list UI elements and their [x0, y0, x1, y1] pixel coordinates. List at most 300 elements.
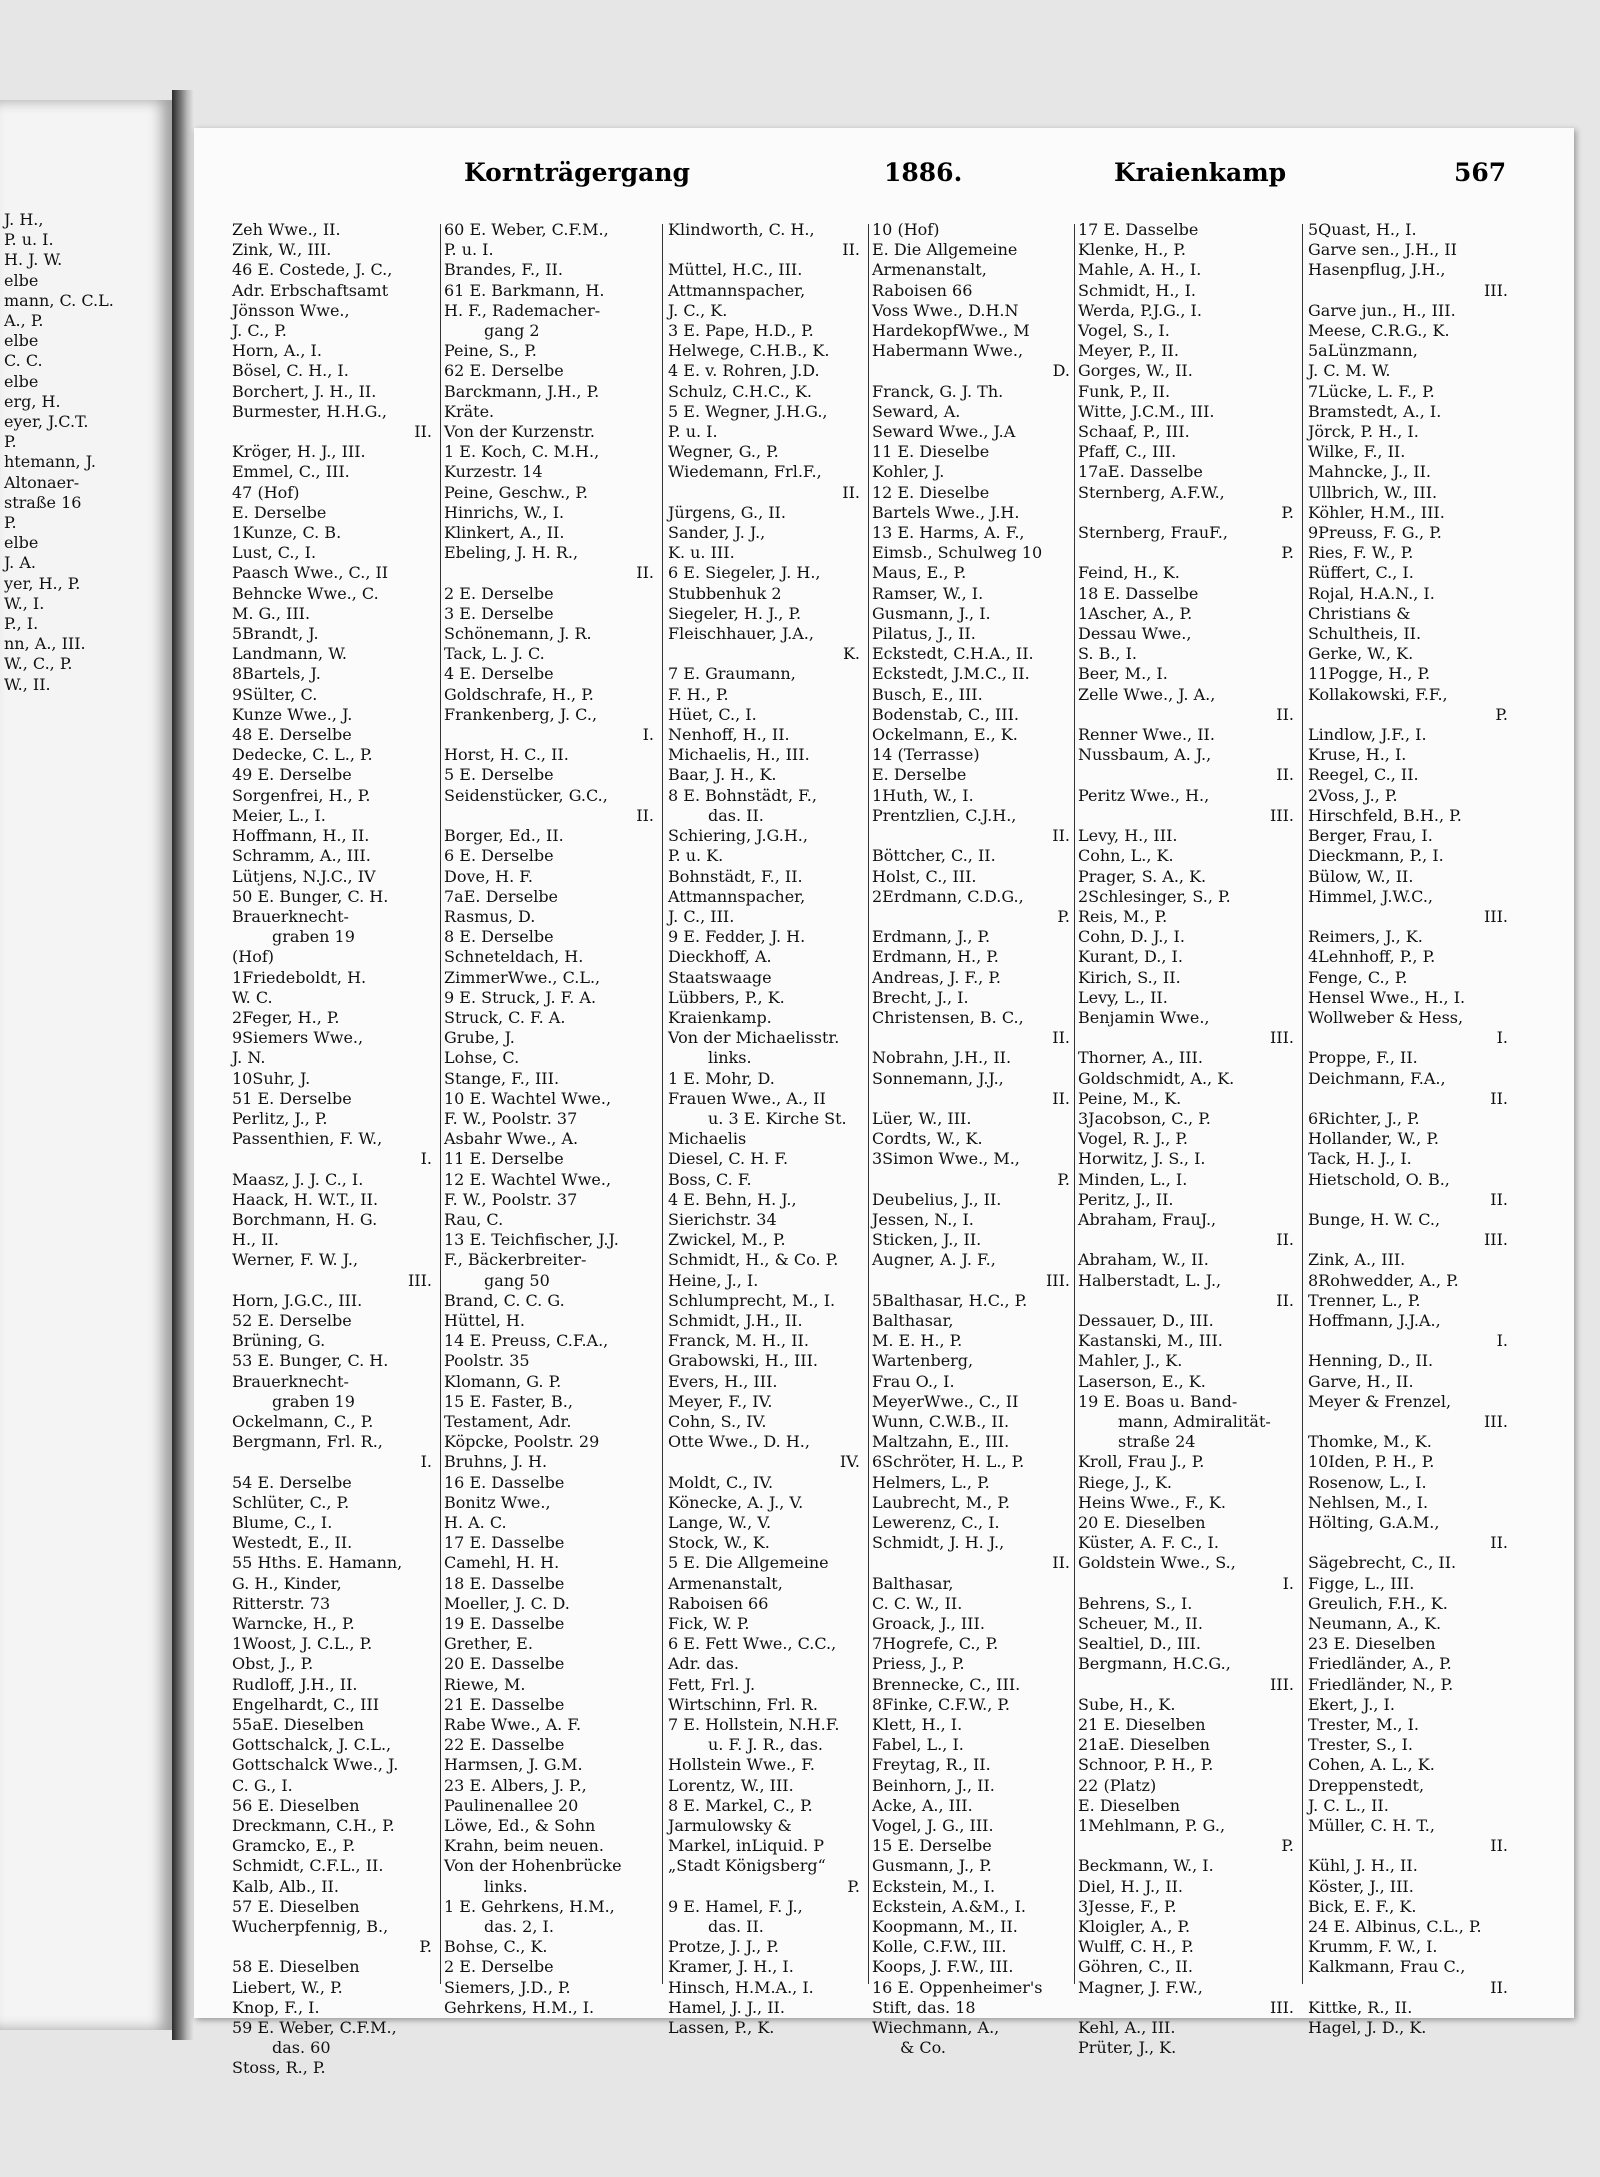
directory-entry-line: Perlitz, J., P. [232, 1108, 328, 1128]
directory-entry-line: Schlüter, C., P. [232, 1492, 350, 1512]
directory-entry-line: 60 E. Weber, C.F.M., [444, 220, 609, 239]
directory-entry-line: Kruse, H., I. [1308, 745, 1407, 765]
directory-entry-line: & Co. [900, 2038, 947, 2058]
directory-entry-line: 1Ascher, A., P. [1078, 603, 1193, 623]
directory-entry-line: Nehlsen, M., I. [1308, 1492, 1429, 1512]
directory-entry-line: Armenanstalt, [668, 1573, 783, 1593]
directory-entry-line: das. II. [708, 805, 764, 825]
directory-entry-line: Franck, G. J. Th. [872, 381, 1004, 401]
directory-entry-line: 19 E. Boas u. Band- [1078, 1391, 1238, 1411]
directory-entry-line: Helmers, L., P. [872, 1472, 990, 1492]
directory-entry-line: Busch, E., III. [872, 684, 983, 704]
directory-entry-line: Von der Kurzenstr. [444, 422, 595, 442]
directory-entry-line: Mahler, J., K. [1078, 1351, 1183, 1371]
directory-entry-line: Dieckhoff, A. [668, 947, 772, 967]
directory-entry-line: Cohn, D. J., I. [1078, 927, 1185, 947]
directory-entry-line: 58 E. Dieselben [232, 1957, 360, 1977]
directory-entry-line: Jessen, N., I. [872, 1209, 974, 1229]
directory-entry-line: Hagel, J. D., K. [1308, 2018, 1427, 2038]
directory-entry-line: I. [1496, 1028, 1508, 1048]
directory-entry-line: Sorgenfrei, H., P. [232, 785, 371, 805]
directory-entry-line: Otte Wwe., D. H., [668, 1432, 810, 1452]
directory-entry-line: links. [708, 1048, 752, 1068]
directory-entry-line: Frauen Wwe., A., II [668, 1088, 826, 1108]
directory-entry-line: Witte, J.C.M., III. [1078, 401, 1215, 421]
directory-entry-line: Schmidt, J. H. J., [872, 1533, 1005, 1553]
directory-entry-line: Garve jun., H., III. [1308, 300, 1456, 320]
directory-entry-line: Diel, H. J., II. [1078, 1876, 1183, 1896]
directory-entry-line: Cohen, A. L., K. [1308, 1755, 1435, 1775]
directory-entry-line: Stift, das. 18 [872, 1997, 976, 2017]
directory-entry-line: 1Kunze, C. B. [232, 523, 342, 543]
directory-entry-line: Göhren, C., II. [1078, 1957, 1193, 1977]
directory-entry-line: Fabel, L., I. [872, 1735, 964, 1755]
directory-entry-line: 57 E. Dieselben [232, 1896, 360, 1916]
left-page-fragment: P., I. [4, 614, 39, 634]
directory-entry-line: Siegeler, H. J., P. [668, 603, 802, 623]
directory-entry-line: Eimsb., Schulweg 10 [872, 543, 1043, 563]
directory-entry-line: Brand, C. C. G. [444, 1290, 565, 1310]
directory-entry-line: Bülow, W., II. [1308, 866, 1414, 886]
directory-entry-line: Mahle, A. H., I. [1078, 260, 1202, 280]
directory-entry-line: 5Balthasar, H.C., P. [872, 1290, 1028, 1310]
directory-entry-line: Knop, F., I. [232, 1997, 320, 2017]
directory-entry-line: Protze, J. J., P. [668, 1937, 779, 1957]
directory-entry-line: Dove, H. F. [444, 866, 533, 886]
directory-entry-line: Garve, H., II. [1308, 1371, 1414, 1391]
directory-entry-line: Schmidt, C.F.L., II. [232, 1856, 384, 1876]
directory-entry-line: Warncke, H., P. [232, 1614, 355, 1634]
directory-entry-line: 13 E. Teichfischer, J.J. [444, 1230, 619, 1250]
directory-entry-line: Schramm, A., III. [232, 846, 371, 866]
directory-entry-line: F. W., Poolstr. 37 [444, 1189, 578, 1209]
directory-entry-line: 4 E. v. Rohren, J.D. [668, 361, 820, 381]
directory-entry-line: Thomke, M., K. [1308, 1432, 1432, 1452]
directory-entry-line: 24 E. Albinus, C.L., P. [1308, 1917, 1482, 1937]
directory-entry-line: (Hof) [232, 947, 274, 967]
directory-entry-line: 5Brandt, J. [232, 624, 319, 644]
directory-entry-line: Ekert, J., I. [1308, 1694, 1395, 1714]
directory-entry-line: Goldschrafe, H., P. [444, 684, 594, 704]
directory-entry-line: Hoffmann, H., II. [232, 826, 370, 846]
directory-entry-line: Bick, E. F., K. [1308, 1896, 1417, 1916]
directory-entry-line: Kirich, S., II. [1078, 967, 1181, 987]
directory-entry-line: Sander, J. J., [668, 523, 766, 543]
directory-entry-line: Kohler, J. [872, 462, 945, 482]
directory-entry-line: Eckstein, A.&M., I. [872, 1896, 1026, 1916]
directory-entry-line: Funk, P., II. [1078, 381, 1171, 401]
directory-entry-line: P. [1281, 543, 1294, 563]
directory-entry-line: Bunge, H. W. C., [1308, 1209, 1441, 1229]
column-divider [662, 224, 663, 1984]
directory-entry-line: Testament, Adr. [444, 1411, 572, 1431]
directory-entry-line: Schiering, J.G.H., [668, 826, 808, 846]
directory-entry-line: 6 E. Siegeler, J. H., [668, 563, 821, 583]
left-page-fragment: htemann, J. [4, 452, 96, 472]
directory-entry-line: Bodenstab, C., III. [872, 704, 1019, 724]
directory-entry-line: Kraienkamp. [668, 1007, 772, 1027]
directory-entry-line: Dessau Wwe., [1078, 624, 1192, 644]
directory-entry-line: 4 E. Derselbe [444, 664, 554, 684]
directory-entry-line: Prentzlien, C.J.H., [872, 805, 1017, 825]
directory-entry-line: Habermann Wwe., [872, 341, 1024, 361]
left-page-fragment: P. [4, 513, 17, 533]
directory-entry-line: Raboisen 66 [668, 1593, 769, 1613]
directory-entry-line: Tack, H. J., I. [1308, 1149, 1412, 1169]
directory-entry-line: Kurant, D., I. [1078, 947, 1183, 967]
directory-entry-line: II. [1276, 1290, 1294, 1310]
directory-entry-line: E. Derselbe [872, 765, 967, 785]
directory-entry-line: 62 E. Derselbe [444, 361, 564, 381]
directory-entry-line: Müller, C. H. T., [1308, 1816, 1435, 1836]
directory-entry-line: Schlumprecht, M., I. [668, 1290, 836, 1310]
directory-entry-line: ZimmerWwe., C.L., [444, 967, 601, 987]
directory-entry-line: K. [842, 644, 860, 664]
directory-entry-line: 17aE. Dasselbe [1078, 462, 1203, 482]
directory-entry-line: Hietschold, O. B., [1308, 1169, 1450, 1189]
directory-entry-line: Bonitz Wwe., [444, 1492, 551, 1512]
left-page-text [4, 210, 169, 695]
directory-entry-line: Rüffert, C., I. [1308, 563, 1414, 583]
directory-entry-line: 4Lehnhoff, P., P. [1308, 947, 1436, 967]
directory-entry-line: Christians & [1308, 603, 1411, 623]
page-number: 567 [1454, 158, 1507, 187]
book-gutter [172, 90, 194, 2040]
directory-entry-line: Grube, J. [444, 1028, 515, 1048]
directory-entry-line: Fleischhauer, J.A., [668, 624, 814, 644]
directory-entry-line: HardekopfWwe., M [872, 321, 1030, 341]
directory-entry-line: 5 E. Wegner, J.H.G., [668, 401, 828, 421]
directory-entry-line: Horwitz, J. S., I. [1078, 1149, 1206, 1169]
directory-entry-line: Bramstedt, A., I. [1308, 401, 1442, 421]
directory-entry-line: 56 E. Dieselben [232, 1795, 360, 1815]
directory-entry-line: Lütjens, N.J.C., IV [232, 866, 376, 886]
left-page-fragment: A., P. [4, 311, 44, 331]
directory-entry-line: Reimers, J., K. [1308, 927, 1423, 947]
left-page-fragment: J. A. [4, 553, 36, 573]
directory-entry-line: III. [1269, 1028, 1294, 1048]
directory-entry-line: III. [1483, 280, 1508, 300]
directory-entry-line: Borchmann, H. G. [232, 1209, 378, 1229]
directory-page [194, 128, 1574, 2078]
directory-entry-line: Augner, A. J. F., [872, 1250, 996, 1270]
directory-entry-line: E. Dieselben [1078, 1795, 1181, 1815]
directory-entry-line: Köhler, H.M., III. [1308, 502, 1445, 522]
directory-entry-line: Wirtschinn, Frl. R. [668, 1694, 818, 1714]
directory-entry-line: Borchert, J. H., II. [232, 381, 377, 401]
directory-entry-line: Struck, C. F. A. [444, 1007, 566, 1027]
directory-entry-line: Laubrecht, M., P. [872, 1492, 1010, 1512]
directory-entry-line: II. [1052, 1088, 1070, 1108]
directory-entry-line: Kröger, H. J., III. [232, 442, 366, 462]
directory-entry-line: Beer, M., I. [1078, 664, 1168, 684]
directory-entry-line: Pfaff, C., III. [1078, 442, 1177, 462]
directory-entry-line: J. C. M. W. [1308, 361, 1391, 381]
directory-entry-line: Trenner, L., P. [1308, 1290, 1421, 1310]
directory-entry-line: Werda, P.J.G., I. [1078, 300, 1202, 320]
directory-entry-line: 15 E. Faster, B., [444, 1391, 573, 1411]
directory-entry-line: Jönsson Wwe., [232, 300, 350, 320]
directory-entry-line: Fett, Frl. J. [668, 1674, 756, 1694]
directory-entry-line: 15 E. Derselbe [872, 1836, 992, 1856]
directory-entry-line: 17 E. Dasselbe [444, 1533, 565, 1553]
column-6 [1308, 220, 1508, 2038]
directory-entry-line: Berger, Frau, I. [1308, 826, 1433, 846]
directory-entry-line: 1Mehlmann, P. G., [1078, 1816, 1226, 1836]
directory-entry-line: Krahn, beim neuen. [444, 1836, 604, 1856]
directory-entry-line: Friedländer, A., P. [1308, 1654, 1452, 1674]
directory-entry-line: II. [636, 805, 654, 825]
directory-entry-line: Peine, S., P. [444, 341, 537, 361]
directory-entry-line: P. [1057, 906, 1070, 926]
directory-entry-line: Brauerknecht- [232, 906, 349, 926]
directory-entry-line: Dreppenstedt, [1308, 1775, 1425, 1795]
directory-entry-line: Lassen, P., K. [668, 2018, 775, 2038]
directory-entry-line: Kramer, J. H., I. [668, 1957, 794, 1977]
directory-entry-line: Levy, L., II. [1078, 987, 1168, 1007]
directory-entry-line: Lüer, W., III. [872, 1108, 972, 1128]
directory-entry-line: II. [1490, 1977, 1508, 1997]
directory-entry-line: Peritz, J., II. [1078, 1189, 1174, 1209]
directory-entry-line: C. G., I. [232, 1775, 293, 1795]
directory-entry-line: Evers, H., III. [668, 1371, 778, 1391]
directory-entry-line: Magner, J. F.W., [1078, 1977, 1203, 1997]
directory-entry-line: Rau, C. [444, 1209, 504, 1229]
directory-entry-line: Gusmann, J., P. [872, 1856, 992, 1876]
directory-entry-line: II. [842, 240, 860, 260]
directory-entry-line: graben 19 [272, 1391, 355, 1411]
directory-entry-line: Gerke, W., K. [1308, 644, 1414, 664]
directory-entry-line: Köpcke, Poolstr. 29 [444, 1432, 600, 1452]
directory-entry-line: Wiechmann, A., [872, 2018, 1000, 2038]
directory-entry-line: Köster, J., III. [1308, 1876, 1414, 1896]
directory-entry-line: Trester, M., I. [1308, 1715, 1420, 1735]
directory-entry-line: Hinrichs, W., I. [444, 502, 565, 522]
directory-entry-line: Stock, W., K. [668, 1533, 770, 1553]
directory-entry-line: I. [1282, 1573, 1294, 1593]
directory-entry-line: das. II. [708, 1917, 764, 1937]
directory-entry-line: P. [847, 1876, 860, 1896]
directory-entry-line: Landmann, W. [232, 644, 347, 664]
directory-entry-line: Neumann, A., K. [1308, 1614, 1442, 1634]
directory-entry-line: Koops, J. F.W., III. [872, 1957, 1014, 1977]
directory-entry-line: Schaaf, P., III. [1078, 422, 1190, 442]
directory-entry-line: I. [642, 725, 654, 745]
directory-entry-line: Renner Wwe., II. [1078, 725, 1215, 745]
directory-entry-line: Kalkmann, Frau C., [1308, 1957, 1466, 1977]
directory-entry-line: 9 E. Hamel, F. J., [668, 1896, 803, 1916]
left-page-fragment: W., C., P. [4, 654, 73, 674]
directory-entry-line: Seward, A. [872, 401, 961, 421]
directory-entry-line: Rojal, H.A.N., I. [1308, 583, 1435, 603]
directory-entry-line: Poolstr. 35 [444, 1351, 530, 1371]
directory-entry-line: Hasenpflug, J.H., [1308, 260, 1446, 280]
directory-entry-line: 5Quast, H., I. [1308, 220, 1417, 239]
directory-entry-line: H. F., Rademacher- [444, 300, 601, 320]
directory-entry-line: Brecht, J., I. [872, 987, 969, 1007]
directory-entry-line: II. [1052, 1028, 1070, 1048]
directory-entry-line: u. F. J. R., das. [708, 1735, 823, 1755]
directory-entry-line: P. u. K. [668, 846, 724, 866]
directory-entry-line: Bösel, C. H., I. [232, 361, 349, 381]
directory-entry-line: Erdmann, H., P. [872, 947, 999, 967]
directory-entry-line: 7Hogrefe, C., P. [872, 1634, 999, 1654]
directory-entry-line: Peine, M., K. [1078, 1088, 1182, 1108]
directory-entry-line: Harmsen, J. G.M. [444, 1755, 583, 1775]
directory-entry-line: Figge, L., III. [1308, 1573, 1415, 1593]
directory-entry-line: Dreckmann, C.H., P. [232, 1816, 395, 1836]
left-page-fragment: Altonaer- [4, 472, 80, 492]
directory-entry-line: III. [1269, 1674, 1294, 1694]
directory-entry-line: Diesel, C. H. F. [668, 1149, 789, 1169]
directory-entry-line: Hirschfeld, B.H., P. [1308, 805, 1462, 825]
directory-entry-line: 3 E. Derselbe [444, 603, 554, 623]
directory-entry-line: 11Pogge, H., P. [1308, 664, 1431, 684]
directory-entry-line: Camehl, H. H. [444, 1553, 560, 1573]
directory-entry-line: 49 E. Derselbe [232, 765, 352, 785]
directory-entry-line: J. C., K. [668, 300, 728, 320]
directory-entry-line: das. 60 [272, 2038, 331, 2058]
directory-entry-line: E. Derselbe [232, 502, 327, 522]
directory-entry-line: P. [1281, 502, 1294, 522]
directory-entry-line: Westedt, E., II. [232, 1533, 353, 1553]
directory-entry-line: Zelle Wwe., J. A., [1078, 684, 1216, 704]
directory-entry-line: Wulff, C. H., P. [1078, 1937, 1194, 1957]
left-page-fragment: elbe [4, 331, 39, 351]
directory-entry-line: J. C., III. [668, 906, 735, 926]
left-page-fragment: P. u. I. [4, 230, 54, 250]
directory-entry-line: P. [419, 1937, 432, 1957]
directory-entry-line: Garve sen., J.H., II [1308, 240, 1457, 260]
directory-entry-line: Horst, H. C., II. [444, 745, 569, 765]
directory-entry-line: Asbahr Wwe., A. [444, 1129, 579, 1149]
directory-entry-line: Brauerknecht- [232, 1371, 349, 1391]
directory-entry-line: Moldt, C., IV. [668, 1472, 774, 1492]
left-page-fragment: C. C. [4, 351, 43, 371]
directory-entry-line: Gorges, W., II. [1078, 361, 1193, 381]
directory-entry-line: Armenanstalt, [872, 260, 987, 280]
directory-entry-line: Klenke, H., P. [1078, 240, 1186, 260]
directory-entry-line: Raboisen 66 [872, 280, 973, 300]
directory-entry-line: 10 (Hof) [872, 220, 940, 239]
header-street-left: Kornträgergang [464, 158, 691, 187]
directory-entry-line: Baar, J. H., K. [668, 765, 777, 785]
directory-entry-line: F., Bäckerbreiter- [444, 1250, 587, 1270]
directory-entry-line: graben 19 [272, 927, 355, 947]
directory-entry-line: J. N. [232, 1048, 266, 1068]
directory-entry-line: Proppe, F., II. [1308, 1048, 1418, 1068]
directory-entry-line: Bohse, C., K. [444, 1937, 548, 1957]
left-page-fragment: H. J. W. [4, 250, 63, 270]
directory-entry-line: 20 E. Dasselbe [444, 1654, 565, 1674]
directory-entry-line: 19 E. Dasselbe [444, 1614, 565, 1634]
directory-entry-line: Michaelis, H., III. [668, 745, 810, 765]
column-divider [868, 224, 869, 1984]
directory-entry-line: Schmidt, H., & Co. P. [668, 1250, 839, 1270]
directory-entry-line: Schmidt, H., I. [1078, 280, 1196, 300]
directory-entry-line: Hollstein Wwe., F. [668, 1755, 815, 1775]
directory-entry-line: Rabe Wwe., A. F. [444, 1715, 582, 1735]
directory-entry-line: 9Siemers Wwe., [232, 1028, 364, 1048]
column-5 [1078, 220, 1294, 2058]
directory-entry-line: 1 E. Koch, C. M.H., [444, 442, 600, 462]
directory-entry-line: Benjamin Wwe., [1078, 1007, 1210, 1027]
directory-entry-line: Jürgens, G., II. [668, 502, 786, 522]
directory-entry-line: Mahncke, J., II. [1308, 462, 1431, 482]
directory-entry-line: Zwickel, M., P. [668, 1230, 786, 1250]
directory-entry-line: Hollander, W., P. [1308, 1129, 1439, 1149]
directory-entry-line: Peine, Geschw., P. [444, 482, 588, 502]
directory-entry-line: Lewerenz, C., I. [872, 1513, 1000, 1532]
directory-entry-line: Horn, A., I. [232, 341, 322, 361]
directory-entry-line: Koopmann, M., II. [872, 1917, 1018, 1937]
directory-entry-line: Vogel, R. J., P. [1078, 1129, 1188, 1149]
directory-entry-line: Lorentz, W., III. [668, 1775, 794, 1795]
directory-entry-line: III. [1483, 1230, 1508, 1250]
directory-entry-line: Andreas, J. F., P. [872, 967, 1001, 987]
directory-entry-line: Erdmann, J., P. [872, 927, 991, 947]
directory-entry-line: 53 E. Bunger, C. H. [232, 1351, 389, 1371]
directory-entry-line: Werner, F. W. J., [232, 1250, 359, 1270]
directory-entry-line: 5 E. Derselbe [444, 765, 554, 785]
directory-entry-line: Kräte. [444, 401, 495, 421]
directory-entry-line: Passenthien, F. W., [232, 1129, 383, 1149]
directory-entry-line: 21 E. Dasselbe [444, 1694, 565, 1714]
directory-entry-line: Paasch Wwe., C., II [232, 563, 389, 583]
directory-entry-line: das. 2, I. [484, 1917, 554, 1937]
directory-entry-line: I. [420, 1149, 432, 1169]
directory-entry-line: H. A. C. [444, 1513, 507, 1532]
directory-entry-line: 8Rohwedder, A., P. [1308, 1270, 1459, 1290]
directory-entry-line: Haack, H. W.T., II. [232, 1189, 379, 1209]
directory-entry-line: 59 E. Weber, C.F.M., [232, 2018, 397, 2038]
directory-entry-line: 12 E. Wachtel Wwe., [444, 1169, 612, 1189]
directory-entry-line: Frau O., I. [872, 1371, 955, 1391]
directory-entry-line: Reis, M., P. [1078, 906, 1168, 926]
directory-entry-line: Wucherpfennig, B., [232, 1917, 389, 1937]
directory-entry-line: Bruhns, J. H. [444, 1452, 548, 1472]
directory-entry-line: 16 E. Dasselbe [444, 1472, 565, 1492]
directory-entry-line: Minden, L., I. [1078, 1169, 1188, 1189]
directory-entry-line: Lange, W., V. [668, 1513, 772, 1532]
directory-entry-line: Klinkert, A., II. [444, 523, 565, 543]
directory-entry-line: Gusmann, J., I. [872, 603, 991, 623]
directory-entry-line: D. [1052, 361, 1070, 381]
directory-entry-line: Schnoor, P. H., P. [1078, 1755, 1214, 1775]
directory-entry-line: Vogel, J. G., III. [872, 1816, 994, 1836]
header-street-right: Kraienkamp [1114, 158, 1287, 187]
directory-entry-line: Wartenberg, [872, 1351, 974, 1371]
left-page-fragment: straße 16 [4, 492, 82, 512]
directory-entry-line: Klomann, G. P. [444, 1371, 562, 1391]
directory-entry-line: gang 50 [484, 1270, 550, 1290]
directory-entry-line: 22 (Platz) [1078, 1775, 1157, 1795]
directory-entry-line: Vogel, S., I. [1078, 321, 1170, 341]
directory-entry-line: u. 3 E. Kirche St. [708, 1108, 847, 1128]
directory-entry-line: Goldschmidt, A., K. [1078, 1068, 1235, 1088]
directory-entry-line: Henning, D., II. [1308, 1351, 1434, 1371]
directory-entry-line: Ockelmann, E., K. [872, 725, 1018, 745]
directory-entry-line: II. [636, 563, 654, 583]
directory-entry-line: Schulz, C.H.C., K. [668, 381, 813, 401]
directory-entry-line: Grabowski, H., III. [668, 1351, 818, 1371]
directory-entry-line: 4 E. Behn, H. J., [668, 1189, 797, 1209]
directory-entry-line: Zink, W., III. [232, 240, 332, 260]
directory-entry-line: II. [1490, 1088, 1508, 1108]
directory-entry-line: III. [1483, 1411, 1508, 1431]
directory-entry-line: Hinsch, H.M.A., I. [668, 1977, 814, 1997]
directory-entry-line: Barckmann, J.H., P. [444, 381, 600, 401]
